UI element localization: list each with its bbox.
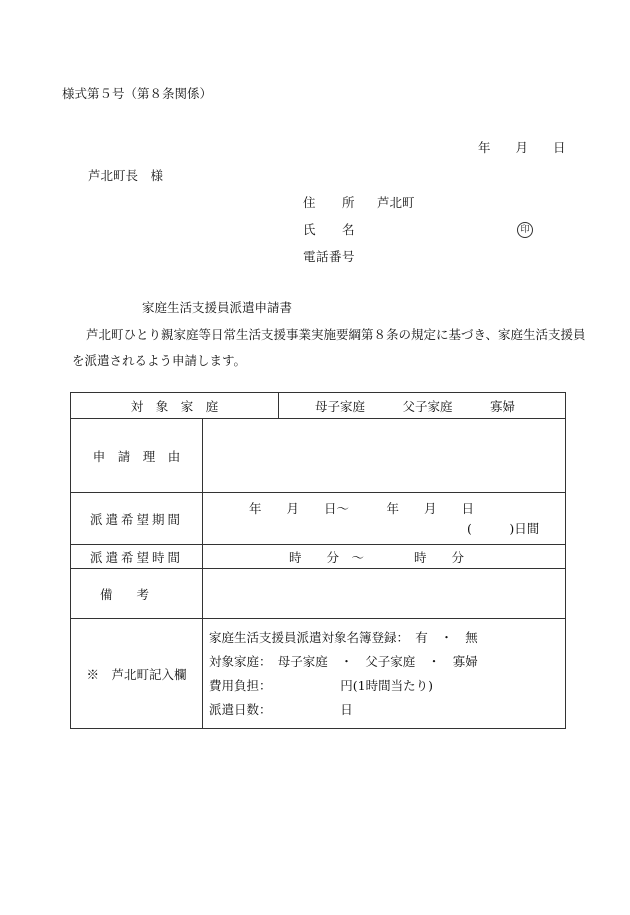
body-text: 芦北町ひとり親家庭等日常生活支援事業実施要綱第８条の規定に基づき、家庭生活支援員を派遣されるよう申請します。 bbox=[72, 327, 586, 368]
office-line-registry: 家庭生活支援員派遣対象名簿登録： 有 ・ 無 bbox=[209, 629, 478, 645]
remarks-field[interactable] bbox=[203, 569, 566, 619]
reason-field[interactable] bbox=[203, 419, 566, 493]
period-label: 派遣希望期間 bbox=[71, 493, 203, 545]
office-row bbox=[71, 619, 566, 729]
address-label: 住 所 bbox=[303, 195, 356, 210]
application-table bbox=[70, 392, 566, 729]
phone-label: 電話番号 bbox=[303, 249, 356, 264]
period-days: ( )日間 bbox=[467, 520, 540, 536]
office-line-family: 対象家庭： 母子家庭 ・ 父子家庭 ・ 寡婦 bbox=[209, 653, 478, 669]
time-field[interactable]: 時 分 ～ 時 分 bbox=[203, 545, 566, 569]
office-line-cost: 費用負担： 円(1時間当たり) bbox=[209, 677, 433, 693]
remarks-row bbox=[71, 569, 566, 619]
time-label: 派遣希望時間 bbox=[71, 545, 203, 569]
target-label: 対 象 家 庭 bbox=[71, 393, 279, 419]
applicant-phone bbox=[303, 247, 373, 265]
period-row bbox=[71, 493, 566, 545]
reason-row bbox=[71, 419, 566, 493]
name-label: 氏 名 bbox=[303, 222, 356, 237]
time-row bbox=[71, 545, 566, 569]
address-value: 芦北町 bbox=[376, 195, 415, 210]
office-label: ※ 芦北町記入欄 bbox=[71, 619, 203, 729]
reason-label: 申 請 理 由 bbox=[71, 419, 203, 493]
office-field bbox=[203, 619, 566, 729]
seal-icon: 印 bbox=[517, 222, 533, 238]
period-field[interactable] bbox=[203, 493, 566, 545]
date-line: 年 月 日 bbox=[478, 140, 566, 155]
office-line-days: 派遣日数： 日 bbox=[209, 701, 353, 717]
remarks-label: 備考 bbox=[71, 569, 203, 619]
target-row bbox=[71, 393, 566, 419]
target-options: 母子家庭 父子家庭 寡婦 bbox=[279, 393, 566, 419]
document-title: 家庭生活支援員派遣申請書 bbox=[142, 300, 293, 315]
form-number: 様式第５号（第８条関係） bbox=[62, 86, 213, 101]
addressee: 芦北町長 様 bbox=[88, 168, 164, 183]
period-value: 年 月 日～ 年 月 日 bbox=[249, 500, 475, 516]
applicant-address bbox=[303, 193, 415, 211]
applicant-name bbox=[303, 220, 373, 238]
seal-mark bbox=[517, 220, 533, 238]
